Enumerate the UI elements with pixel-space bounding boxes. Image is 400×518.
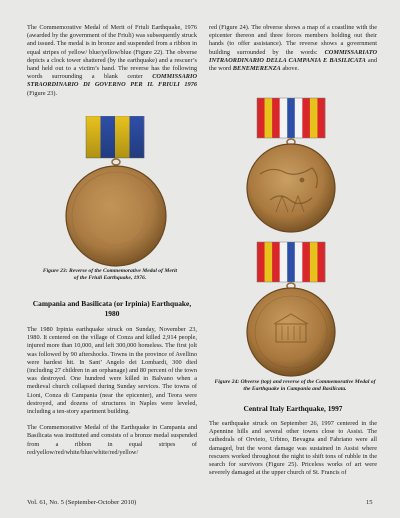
ribbon-stripe-red [272,242,280,282]
campania-ribbon-bottom [257,242,325,282]
ribbon-stripe-blue [287,98,295,138]
campania-medal-obverse-picture [232,96,350,236]
campania-medal-paragraph: The Commemorative Medal of the Earthquake in Campania and Basilicata was instituted and consists of a bronze medal suspended from a ribbon in equal stripes of red/yellow/red/white/blue/white/red/yellow/ [27,424,197,456]
figure-24-caption: Figure 24: Obverse (top) and reverse of the Commemorative Medal of the Earthquake in Campania and Basilicata. [214,379,376,392]
campania-medal-description-paragraph: red (Figure 24). The obverse shows a map of a coastline with the epicenter thereon and three forces members holding out their hands (to offer assistance). The reverse shows a government building surrounded by the words: COMMISSARIATO INTRAORDINARIO DELLA CAMPANIA E BASILICATA and the word BENEMERENZA above. [209,24,377,73]
ribbon-stripe-yellow [265,242,273,282]
left-column [27,24,197,98]
figure-24-caption-box [211,379,379,393]
campania-medal-reverse-picture [232,240,350,380]
figure-24-obverse-image [232,96,350,236]
friuli-medal-paragraph: The Commemorative Medal of Merit of Friuli Earthquake, 1976 (awarded by the government of the Friuli) was subsequently struck and issued. The medal is in bronze and suspended from a ribbon in equal stripes of yellow/ blue/yellow/blue (Figure 22). The obverse depicts a clock tower shattered (by the earthquake) and a rescuer’s hand held out to a victim’s hand. The reverse has the following words surrounding a blank center COMMISSARIO STRAORDINARIO DI GOVERNO PER IL FRIULI 1976 (Figure 23). [27,24,197,97]
campania-reverse-inscription: COMMISSARIATO INTRAORDINARIO DELLA CAMPANIA E BASILICATA [209,48,377,64]
central-italy-earthquake-paragraph: The earthquake struck on September 26, 1997 centered in the Apennine hills and several other towns close to Assisi. The cathedrals of Orvieto, Urbino, Bevagna and Fabriano were all damaged, but the worst damage was sustained in Assisi where rescuers worked throughout the night to shift tons of rubble in the search for survivors (Figure 25). Priceless works of art were severely damaged at the upper church of St. Francis of [209,420,377,477]
ribbon-stripe-yellow [310,242,318,282]
ribbon-stripe-red [272,98,280,138]
campania-ribbon-top [257,98,325,138]
right-column-lower [209,420,377,477]
irpinia-earthquake-paragraph: The 1980 Irpinia earthquake struck on Sunday, November 23, 1980. It centered on the village of Conza and killed 2,914 people, injured more than 10,000, and left 300,000 homeless. The first jolt was followed by 90 aftershocks. Towns in the province of Avellino were hardest hit. In Sant’ Angelo dei Lombardi, 300 died (including 27 children in an orphanage) and 80 percent of the town was destroyed. One hundred were killed in Balvano when a medieval church collapsed during Sunday services. The towns of Lioni, Conza di Campania (near the epicenter), and Teora were destroyed, and dozens of structures in Naples were leveled, including a ten-story apartment building. [27,326,197,416]
ribbon-stripe-red [317,98,325,138]
benemerenza-word: BENEMERENZA [232,65,281,73]
figure-23-medal-image [56,116,176,272]
ribbon-stripe-blue [287,242,295,282]
friuli-medal-reverse-picture [56,116,176,272]
central-italy-heading-box [209,404,377,414]
friuli-reverse-inscription: COMMISSARIO STRAORDINARIO DI GOVERNO PER IL FRIULI 1976 [27,73,197,89]
left-column-lower [27,326,197,457]
figure-24-reverse-image [232,240,350,380]
page-number: 15 [366,499,373,506]
ribbon-stripe-red [317,242,325,282]
right-column-top [209,24,377,73]
heading-campania-basilicata: Campania and Basilicata (or Irpinia) Earthquake, 1980 [32,299,192,318]
ribbon-stripe-red [257,242,265,282]
campania-heading-box [27,299,197,318]
ribbon-stripe-red [302,98,310,138]
ribbon-stripe-yellow [265,98,273,138]
ribbon-stripe-red [302,242,310,282]
ribbon-stripe-yellow [310,98,318,138]
ribbon-stripe-red [257,98,265,138]
ribbon-stripe-white [295,242,303,282]
heading-central-italy-1997: Central Italy Earthquake, 1997 [243,404,343,413]
ribbon-stripe-white [295,98,303,138]
ribbon-stripe-white [280,98,288,138]
ribbon-stripe-white [280,242,288,282]
figure-23-caption: Figure 23: Reverse of the Commemorative Medal of Merit of the Friuli Earthquake, 1976. [42,268,178,281]
issue-footer: Vol. 61, No. 5 (September-October 2010) [27,499,137,506]
figure-23-caption-box [40,268,180,282]
